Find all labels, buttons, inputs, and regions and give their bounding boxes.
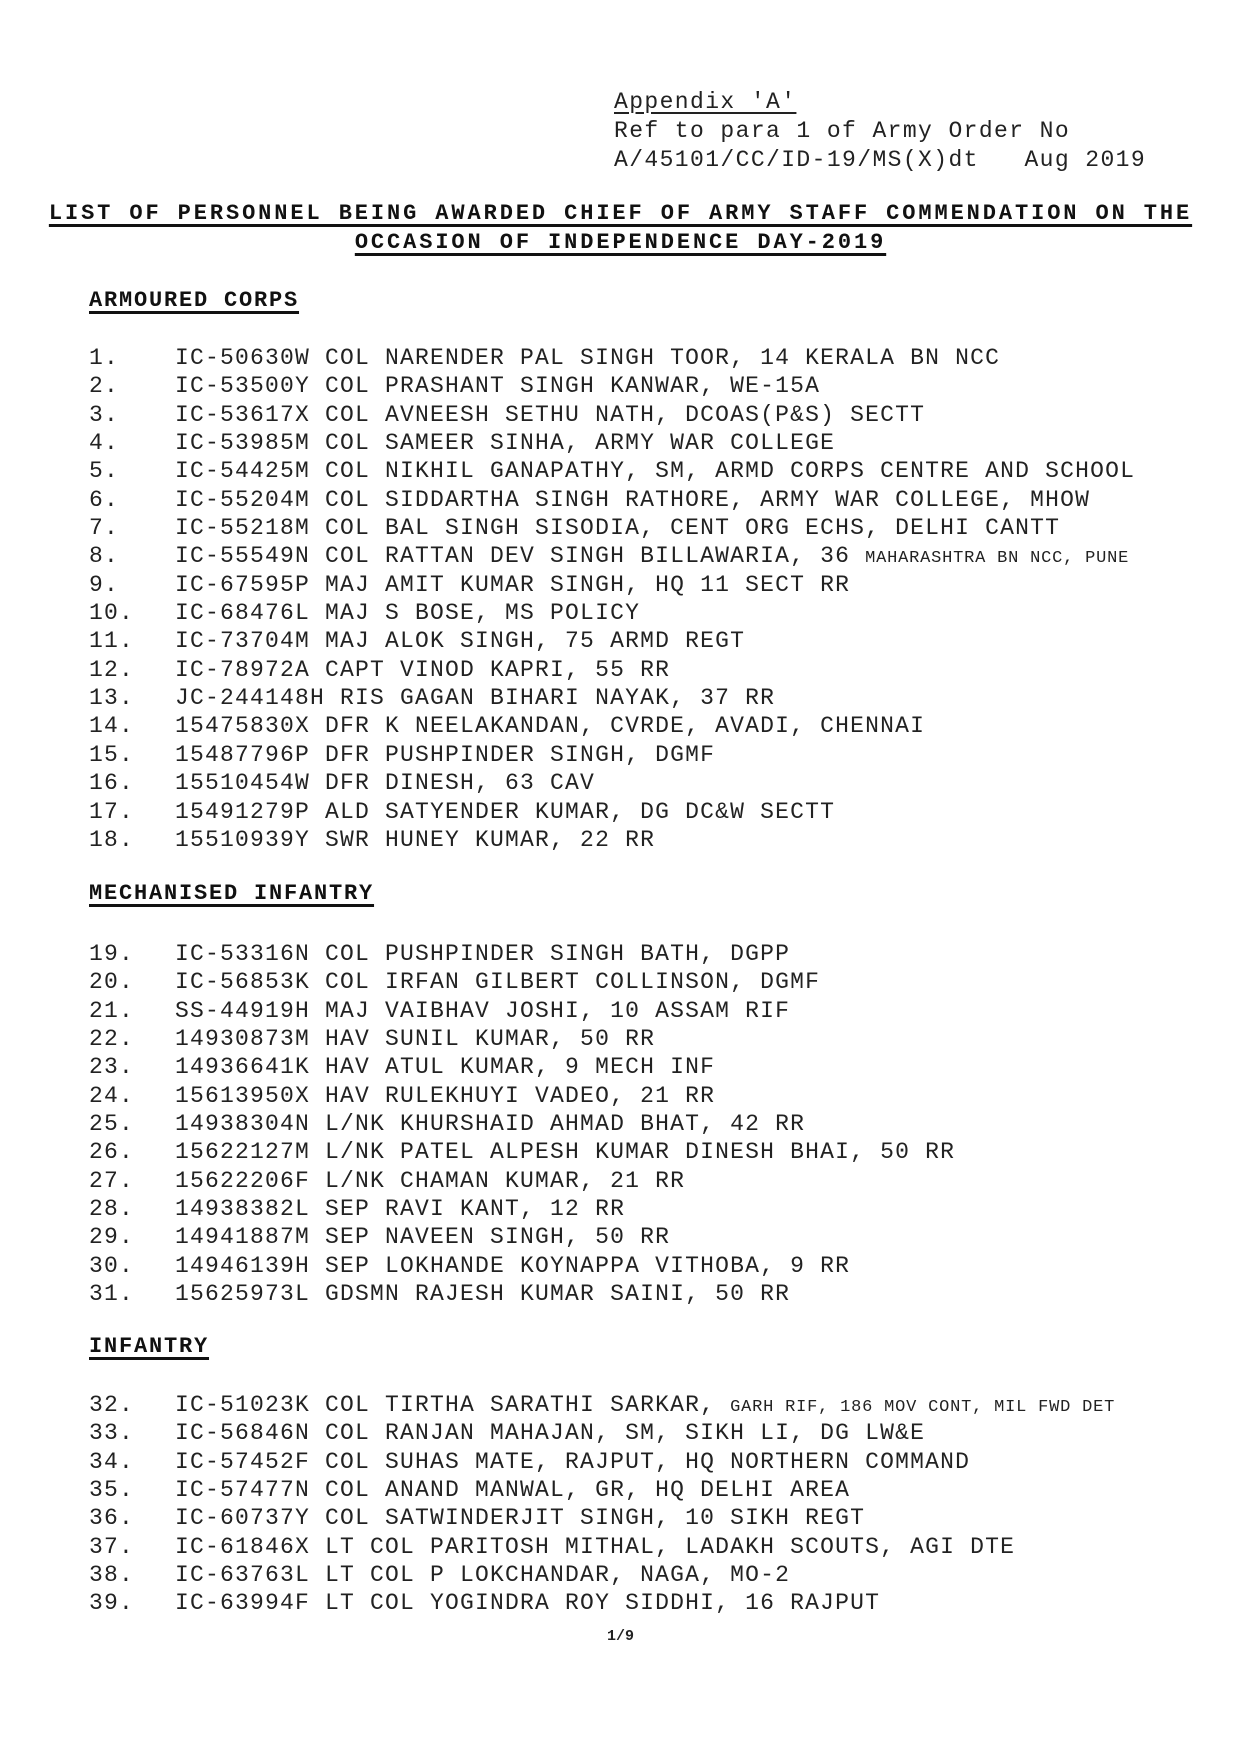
item-number: 34. [89, 1448, 135, 1475]
item-text: 15510939Y SWR HUNEY KUMAR, 22 RR [175, 826, 656, 853]
item-text: IC-73704M MAJ ALOK SINGH, 75 ARMD REGT [175, 628, 746, 655]
item-personnel [175, 1448, 970, 1476]
item-personnel [175, 1589, 880, 1617]
document-title-line2 [0, 229, 1241, 257]
item-personnel [175, 429, 835, 457]
item-personnel [175, 401, 925, 429]
item-text: 15491279P ALD SATYENDER KUMAR, DG DC&W SECTT [175, 798, 836, 825]
page-number: 1/9 [606, 1628, 634, 1645]
title-text-2: OCCASION OF INDEPENDENCE DAY-2019 [354, 230, 887, 255]
item-text: IC-56853K COL IRFAN GILBERT COLLINSON, DGMF [175, 969, 821, 996]
item-personnel [175, 1025, 655, 1053]
item-personnel [175, 571, 850, 599]
item-personnel [175, 1110, 805, 1138]
item-number: 7. [89, 515, 120, 542]
item-text: IC-53500Y COL PRASHANT SINGH KANWAR, WE-15A [175, 373, 821, 400]
item-text: IC-68476L MAJ S BOSE, MS POLICY [175, 600, 641, 627]
item-personnel [175, 826, 655, 854]
item-text: IC-61846X LT COL PARITOSH MITHAL, LADAKH SCOUTS, AGI DTE [175, 1533, 1016, 1560]
item-personnel [175, 940, 790, 968]
item-number: 17. [89, 798, 135, 825]
item-personnel [175, 656, 670, 684]
item-number: 2. [89, 373, 120, 400]
item-text: SS-44919H MAJ VAIBHAV JOSHI, 10 ASSAM RIF [175, 997, 791, 1024]
item-number: 39. [89, 1590, 135, 1617]
item-personnel [175, 1223, 670, 1251]
item-personnel [175, 741, 715, 769]
item-personnel [175, 684, 775, 712]
item-text: 15475830X DFR K NEELAKANDAN, CVRDE, AVADI, CHENNAI [175, 713, 926, 740]
item-number: 3. [89, 401, 120, 428]
item-unit-small: GARH RIF, 186 MOV CONT, MIL FWD DET [730, 1398, 1116, 1417]
item-number: 5. [89, 458, 120, 485]
item-number: 31. [89, 1281, 135, 1308]
item-number: 10. [89, 600, 135, 627]
item-number: 37. [89, 1533, 135, 1560]
item-text: 14946139H SEP LOKHANDE KOYNAPPA VITHOBA, 9 RR [175, 1252, 851, 1279]
item-number: 33. [89, 1420, 135, 1447]
item-number: 27. [89, 1167, 135, 1194]
item-number: 9. [89, 571, 120, 598]
item-number: 38. [89, 1562, 135, 1589]
item-number: 22. [89, 1026, 135, 1053]
item-number: 20. [89, 969, 135, 996]
item-personnel [175, 968, 820, 996]
item-personnel [175, 1561, 790, 1589]
item-personnel [175, 1167, 685, 1195]
item-text: 14936641K HAV ATUL KUMAR, 9 MECH INF [175, 1054, 716, 1081]
item-personnel [175, 1419, 925, 1447]
item-personnel [175, 1053, 715, 1081]
item-text: 14941887M SEP NAVEEN SINGH, 50 RR [175, 1224, 671, 1251]
item-number: 30. [89, 1252, 135, 1279]
item-text: IC-53617X COL AVNEESH SETHU NATH, DCOAS(P&S) SECTT [175, 401, 926, 428]
item-unit-small: MAHARASHTRA BN NCC, PUNE [865, 549, 1130, 569]
item-text: IC-57477N COL ANAND MANWAL, GR, HQ DELHI AREA [175, 1477, 851, 1504]
item-text: IC-50630W COL NARENDER PAL SINGH TOOR, 14 KERALA BN NCC [175, 345, 1001, 371]
item-personnel [175, 344, 1000, 372]
item-personnel [175, 372, 820, 400]
item-text: JC-244148H RIS GAGAN BIHARI NAYAK, 37 RR [175, 685, 776, 712]
item-text: IC-55549N COL RATTAN DEV SINGH BILLAWARIA, 36 [175, 543, 866, 570]
item-personnel [175, 997, 790, 1025]
item-number: 32. [89, 1392, 135, 1418]
item-text: IC-55204M COL SIDDARTHA SINGH RATHORE, ARMY WAR COLLEGE, MHOW [175, 486, 1091, 513]
item-text: 15622127M L/NK PATEL ALPESH KUMAR DINESH BHAI, 50 RR [175, 1139, 956, 1166]
item-text: 15613950X HAV RULEKHUYI VADEO, 21 RR [175, 1082, 716, 1109]
item-number: 28. [89, 1196, 135, 1223]
section-heading-infantry: INFANTRY [89, 1334, 210, 1359]
item-text: IC-53316N COL PUSHPINDER SINGH BATH, DGPP [175, 941, 791, 967]
item-personnel [175, 1252, 850, 1280]
item-personnel [175, 1391, 1115, 1422]
item-personnel [175, 1504, 865, 1532]
item-number: 1. [89, 345, 120, 371]
item-personnel [175, 1533, 1015, 1561]
item-number: 29. [89, 1224, 135, 1251]
item-text: IC-57452F COL SUHAS MATE, RAJPUT, HQ NORTHERN COMMAND [175, 1448, 971, 1475]
item-text: 15625973L GDSMN RAJESH KUMAR SAINI, 50 RR [175, 1281, 791, 1308]
item-text: IC-55218M COL BAL SINGH SISODIA, CENT ORG ECHS, DELHI CANTT [175, 515, 1061, 542]
item-number: 26. [89, 1139, 135, 1166]
item-text: IC-56846N COL RANJAN MAHAJAN, SM, SIKH LI, DG LW&E [175, 1420, 926, 1447]
item-personnel [175, 712, 925, 740]
item-text: IC-63994F LT COL YOGINDRA ROY SIDDHI, 16 RAJPUT [175, 1590, 881, 1617]
item-text: IC-78972A CAPT VINOD KAPRI, 55 RR [175, 656, 671, 683]
item-number: 8. [89, 543, 120, 570]
item-personnel [175, 1138, 955, 1166]
item-text: IC-51023K COL TIRTHA SARATHI SARKAR, [175, 1392, 731, 1418]
item-number: 6. [89, 486, 120, 513]
item-text: IC-60737Y COL SATWINDERJIT SINGH, 10 SIKH REGT [175, 1505, 866, 1532]
item-personnel [175, 457, 1135, 485]
item-number: 13. [89, 685, 135, 712]
item-text: IC-54425M COL NIKHIL GANAPATHY, SM, ARMD CORPS CENTRE AND SCHOOL [175, 458, 1136, 485]
section-heading-mechanised-infantry: MECHANISED INFANTRY [89, 881, 375, 906]
item-text: 14930873M HAV SUNIL KUMAR, 50 RR [175, 1026, 656, 1053]
item-number: 21. [89, 997, 135, 1024]
item-number: 36. [89, 1505, 135, 1532]
item-personnel [175, 1082, 715, 1110]
item-number: 4. [89, 430, 120, 457]
item-text: 14938382L SEP RAVI KANT, 12 RR [175, 1196, 626, 1223]
item-text: 15510454W DFR DINESH, 63 CAV [175, 770, 596, 797]
item-personnel [175, 1280, 790, 1308]
item-number: 12. [89, 656, 135, 683]
appendix-label: Appendix 'A' [614, 89, 797, 115]
item-personnel [175, 769, 595, 797]
item-number: 23. [89, 1054, 135, 1081]
section-heading-armoured-corps: ARMOURED CORPS [89, 288, 300, 313]
item-text: 15487796P DFR PUSHPINDER SINGH, DGMF [175, 741, 716, 768]
item-personnel [175, 514, 1060, 542]
army-order-number: A/45101/CC/ID-19/MS(X)dt Aug 2019 [614, 147, 1147, 173]
title-text-1: LIST OF PERSONNEL BEING AWARDED CHIEF OF ARMY STAFF COMMENDATION ON THE [48, 201, 1193, 226]
item-number: 35. [89, 1477, 135, 1504]
item-number: 25. [89, 1111, 135, 1138]
item-personnel [175, 1195, 625, 1223]
item-personnel [175, 798, 835, 826]
item-number: 14. [89, 713, 135, 740]
army-order-ref: Ref to para 1 of Army Order No [614, 118, 1071, 144]
item-personnel [175, 1476, 850, 1504]
item-number: 16. [89, 770, 135, 797]
item-number: 15. [89, 741, 135, 768]
item-personnel [175, 542, 1129, 573]
item-number: 18. [89, 826, 135, 853]
item-number: 19. [89, 941, 135, 967]
item-text: 15622206F L/NK CHAMAN KUMAR, 21 RR [175, 1167, 686, 1194]
item-text: IC-53985M COL SAMEER SINHA, ARMY WAR COLLEGE [175, 430, 836, 457]
item-personnel [175, 599, 640, 627]
item-personnel [175, 627, 745, 655]
item-text: 14938304N L/NK KHURSHAID AHMAD BHAT, 42 RR [175, 1111, 806, 1138]
item-text: IC-63763L LT COL P LOKCHANDAR, NAGA, MO-2 [175, 1562, 791, 1589]
document-title-line1 [0, 200, 1241, 228]
item-number: 11. [89, 628, 135, 655]
item-personnel [175, 486, 1090, 514]
item-number: 24. [89, 1082, 135, 1109]
item-text: IC-67595P MAJ AMIT KUMAR SINGH, HQ 11 SECT RR [175, 571, 851, 598]
